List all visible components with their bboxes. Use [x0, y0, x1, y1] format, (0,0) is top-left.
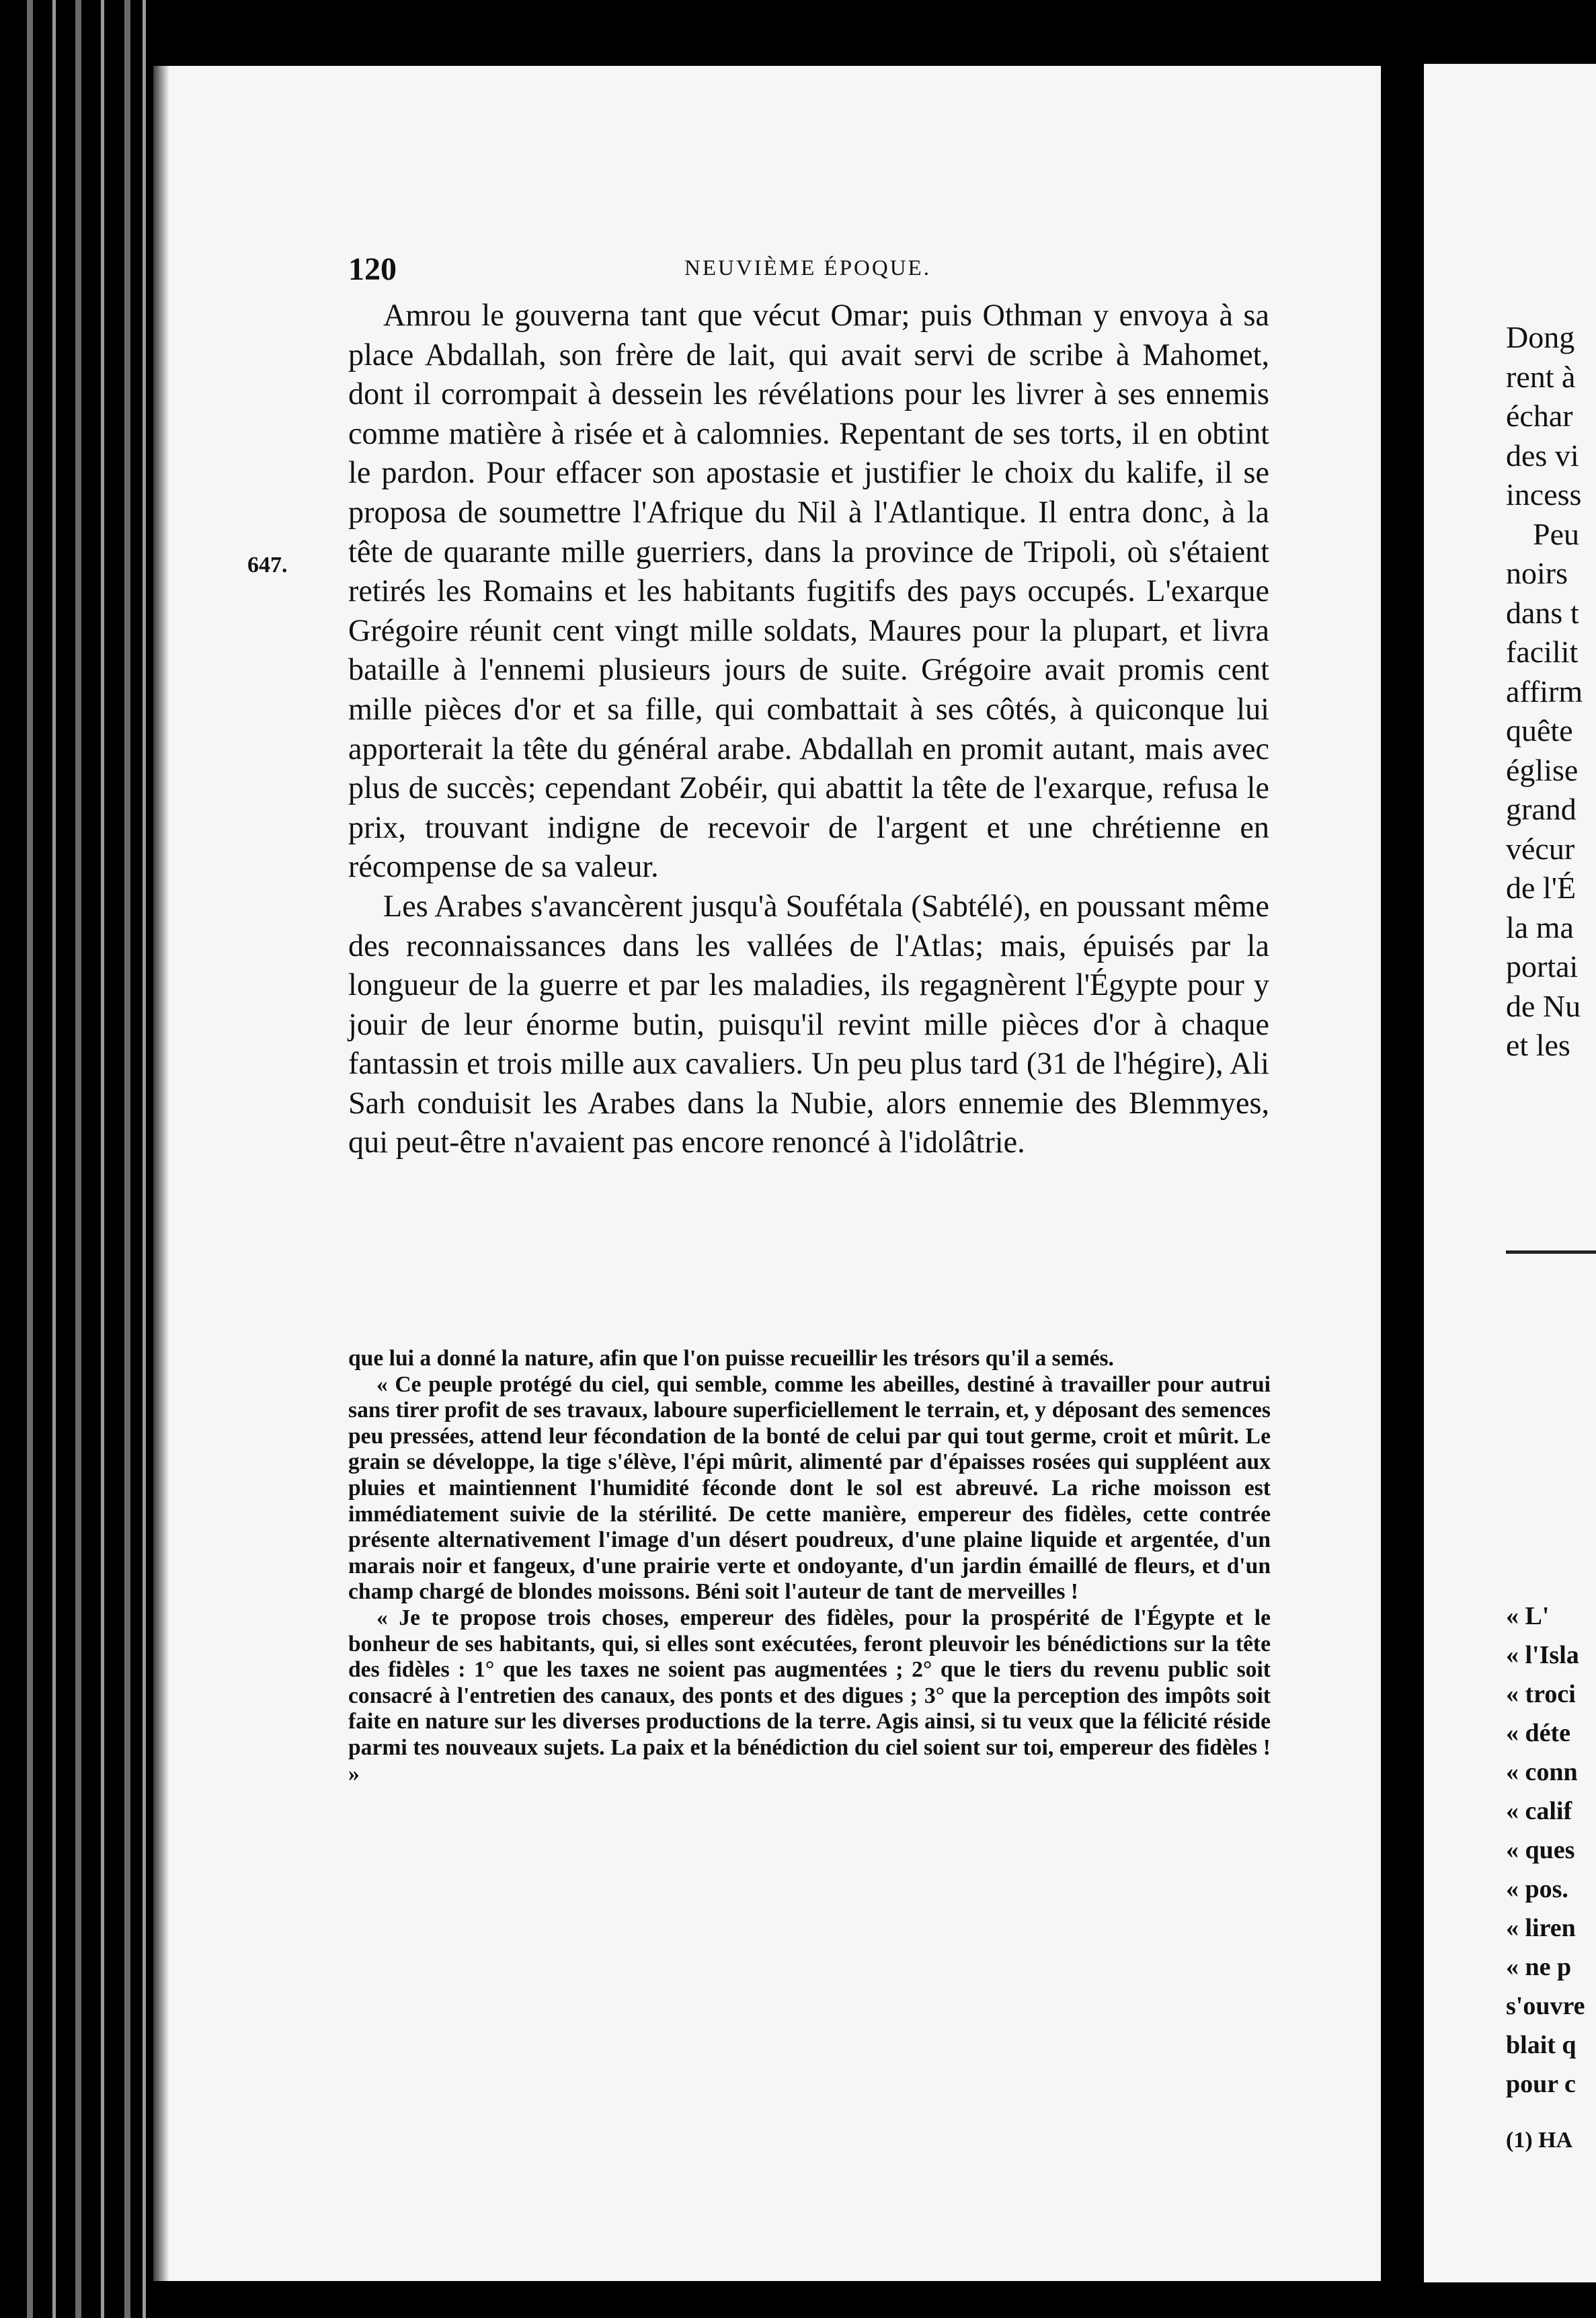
next-page-footnote-line: (1) HA [1506, 2128, 1573, 2153]
next-page-line: vécur [1506, 832, 1575, 866]
next-page-footnote-line: « L' [1506, 1602, 1550, 1630]
next-page-line: et les [1506, 1028, 1570, 1062]
binding-stripe [27, 0, 33, 2318]
book-binding [0, 0, 158, 2318]
next-page-line: affirm [1506, 674, 1583, 709]
page-gutter [1381, 61, 1424, 2318]
next-page-line: de Nu [1506, 989, 1581, 1023]
binding-stripe [101, 0, 104, 2318]
next-page-line: la ma [1506, 910, 1574, 945]
next-page-line: de l'É [1506, 871, 1577, 905]
binding-stripe [52, 0, 56, 2318]
paragraph: Amrou le gouverna tant que vécut Omar; puis Othman y envoya à sa place Abdallah, son frère de lait, qui avait servi de scribe à Mahomet, dont il corrompait à dessein les révélations pour les livrer à ses ennemis comme matière à risée et à calomnies. Repentant de ses torts, il en obtint le pardon. Pour effacer son apostasie et justifier le choix du kalife, il se proposa de soumettre l'Afrique du Nil à l'Atlantique. Il entra donc, à la tête de quarante mille guerriers, dans la province de Tripoli, où s'étaient retirés les Romains et les habitants fugitifs des pays occupés. L'exarque Grégoire réunit cent vingt mille soldats, Maures pour la plupart, et livra bataille à l'ennemi plusieurs jours de suite. Grégoire avait promis cent mille pièces d'or et sa fille, qui combattait à ses côtés, à quiconque lui apporterait la tête du général arabe. Abdallah en promit autant, mais avec plus de succès; cependant Zobéir, qui abattit la tête de l'exarque, refusa le prix, trouvant indigne de recevoir de l'argent et une chrétienne en récompense de sa valeur. [348, 298, 1269, 884]
binding-stripe [124, 0, 130, 2318]
page-header [348, 251, 1289, 291]
next-page-footnote-line: « conn [1506, 1758, 1578, 1786]
separator-rule [1506, 1250, 1596, 1254]
footnotes [348, 1346, 1271, 1787]
margin-date: 647. [247, 553, 288, 577]
next-page-footnote-line: pour c [1506, 2070, 1576, 2098]
next-page-footnote-line: « pos. [1506, 1875, 1568, 1903]
main-text [348, 296, 1269, 1162]
next-page-footnote-line: « déte [1506, 1719, 1571, 1747]
binding-stripe [75, 0, 81, 2318]
next-page-footnote-line: « ne p [1506, 1953, 1572, 1981]
next-page-fragment [1424, 64, 1596, 2282]
next-page-line: Dong [1506, 320, 1575, 354]
next-page-footnote-line: « ques [1506, 1836, 1575, 1864]
next-page-footnote-line: « l'Isla [1506, 1641, 1579, 1669]
next-page-footnote-line: « liren [1506, 1914, 1576, 1942]
next-page-line: noirs [1506, 556, 1568, 590]
next-page-line: dans t [1506, 596, 1579, 630]
next-page-footnote-line: blait q [1506, 2031, 1577, 2059]
next-page-line: grand [1506, 792, 1577, 826]
next-page-line: église [1506, 753, 1579, 787]
next-page-line: des vi [1506, 438, 1579, 473]
footnote-paragraph: « Je te propose trois choses, empereur des fidèles, pour la prospérité de l'Égypte et le bonheur de ses habitants, qui, si elles sont exécutées, feront pleuvoir les bénédictions sur la tête des fidèles : 1° que les taxes ne soient pas augmentées ; 2° que le tiers du revenu public soit consacré à l'entretien des canaux, des ponts et des digues ; 3° que la perception des impôts soit faite en nature sur les diverses productions de la terre. Agis ainsi, si tu veux que la félicité réside parmi tes nouveaux sujets. La paix et la bénédiction du ciel soient sur toi, empereur des fidèles ! » [348, 1605, 1271, 1786]
page-edge-shadow [153, 66, 169, 2281]
next-page-footnote-line: s'ouvre [1506, 1992, 1585, 2020]
next-page-footnote-line: « calif [1506, 1797, 1572, 1825]
next-page-line: facilit [1506, 635, 1579, 669]
footnote-paragraph: que lui a donné la nature, afin que l'on puisse recueillir les trésors qu'il a semés. [348, 1346, 1114, 1371]
binding-stripe [143, 0, 146, 2318]
paragraph: Les Arabes s'avancèrent jusqu'à Soufétala (Sabtélé), en poussant même des reconnaissances dans les vallées de l'Atlas; mais, épuisés par la longueur de la guerre et par les maladies, ils regagnèrent l'Égypte pour y jouir de leur énorme butin, puisqu'il revint mille pièces d'or à chaque fantassin et trois mille aux cavaliers. Un peu plus tard (31 de l'hégire), Ali Sarh conduisit les Arabes dans la Nubie, alors ennemie des Blemmyes, qui peut-être n'avaient pas encore renoncé à l'idolâtrie. [348, 888, 1269, 1160]
next-page-line: quête [1506, 713, 1573, 748]
running-head: NEUVIÈME ÉPOQUE. [684, 256, 931, 280]
next-page-footnote-line: « troci [1506, 1680, 1576, 1708]
next-page-line: rent à [1506, 360, 1576, 394]
next-page-line: Peu [1533, 517, 1579, 551]
next-page-line: portai [1506, 949, 1579, 984]
footnote-paragraph: « Ce peuple protégé du ciel, qui semble, comme les abeilles, destiné à travailler pour autrui sans tirer profit de ses travaux, laboure superficiellement le terrain, et, y déposant des semences peu pressées, attend leur fécondation de la bonté de celui par qui tout germe, croit et mûrit. Le grain se développe, la tige s'élève, l'épi mûrit, alimenté par d'épaisses rosées qui suppléent aux pluies et maintiennent l'humidité féconde dont le sol est abreuvé. La riche moisson est immédiatement suivie de la stérilité. De cette manière, empereur des fidèles, cette contrée présente alternativement l'image d'un désert poudreux, d'une plaine liquide et argentée, d'un marais noir et fangeux, d'une prairie verte et ondoyante, d'un jardin émaillé de fleurs, et d'un champ chargé de blondes moissons. Béni soit l'auteur de tant de merveilles ! [348, 1371, 1271, 1605]
next-page-line: incess [1506, 477, 1582, 512]
page-number: 120 [348, 251, 397, 287]
next-page-line: échar [1506, 399, 1573, 433]
